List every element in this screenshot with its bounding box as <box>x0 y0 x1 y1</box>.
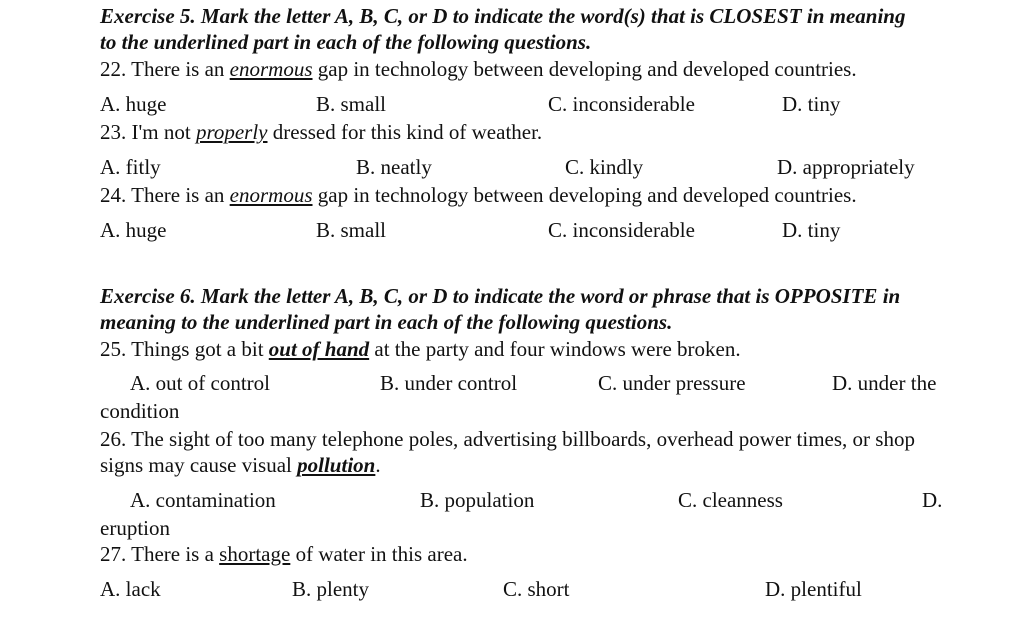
question-22 <box>100 56 857 82</box>
q22-option-d: D. tiny <box>782 92 841 116</box>
q25-option-a: A. out of control <box>130 371 270 395</box>
question-26-keyword: pollution <box>297 453 376 477</box>
question-27-keyword: shortage <box>219 542 291 566</box>
question-26-line1: 26. The sight of too many telephone poles, advertising billboards, overhead power times, or shop <box>100 427 915 451</box>
q27-option-d: D. plentiful <box>765 577 862 601</box>
q24-option-b: B. small <box>316 218 387 242</box>
q26-option-c: C. cleanness <box>678 488 783 512</box>
question-26-pre: signs may cause visual <box>100 453 298 477</box>
q22-option-a: A. huge <box>100 92 167 116</box>
q22-option-b: B. small <box>316 92 387 116</box>
q27-option-c: C. short <box>503 577 570 601</box>
q24-option-a: A. huge <box>100 218 167 242</box>
question-25-pre: 25. Things got a bit <box>100 337 269 361</box>
question-27-post: of water in this area. <box>290 542 468 566</box>
question-26-post: . <box>375 453 381 477</box>
question-24 <box>100 182 857 208</box>
q25-option-d: D. under the <box>832 371 937 395</box>
q26-option-d: D. <box>922 488 943 512</box>
question-24-pre: 24. There is an <box>100 183 230 207</box>
question-22-keyword: enormous <box>229 57 313 81</box>
question-23-keyword: properly <box>195 120 268 144</box>
question-26-line2 <box>100 452 381 478</box>
q23-option-a: A. fitly <box>100 155 161 179</box>
q22-option-c: C. inconsiderable <box>548 92 695 116</box>
q24-option-d: D. tiny <box>782 218 841 242</box>
q23-option-c: C. kindly <box>565 155 644 179</box>
question-23 <box>100 119 542 145</box>
q25-option-c: C. under pressure <box>598 371 746 395</box>
q26-option-a: A. contamination <box>130 488 276 512</box>
q26-option-b: B. population <box>420 488 535 512</box>
q25-option-b: B. under control <box>380 371 518 395</box>
question-25-keyword: out of hand <box>268 337 370 361</box>
exercise5-title-line1: Exercise 5. Mark the letter A, B, C, or D to indicate the word(s) that is CLOSEST in meaning <box>100 4 906 28</box>
exercise6-title-line1: Exercise 6. Mark the letter A, B, C, or D to indicate the word or phrase that is OPPOSITE in <box>100 284 901 308</box>
exercise6-title-line2: meaning to the underlined part in each of the following questions. <box>100 310 673 334</box>
exercise5-title-line2: to the underlined part in each of the following questions. <box>100 30 592 54</box>
q23-option-b: B. neatly <box>356 155 432 179</box>
question-25 <box>100 336 741 362</box>
question-23-post: dressed for this kind of weather. <box>267 120 543 144</box>
question-22-post: gap in technology between developing and developed countries. <box>312 57 857 81</box>
question-22-pre: 22. There is an <box>100 57 230 81</box>
q27-option-b: B. plenty <box>292 577 369 601</box>
q24-option-c: C. inconsiderable <box>548 218 695 242</box>
q25-option-d-wrap: condition <box>100 399 180 423</box>
question-24-keyword: enormous <box>229 183 313 207</box>
question-27 <box>100 541 468 567</box>
question-24-post: gap in technology between developing and developed countries. <box>312 183 857 207</box>
q23-option-d: D. appropriately <box>777 155 915 179</box>
q27-option-a: A. lack <box>100 577 161 601</box>
question-25-post: at the party and four windows were broken. <box>369 337 741 361</box>
question-27-pre: 27. There is a <box>100 542 220 566</box>
q26-option-d-wrap: eruption <box>100 516 170 540</box>
question-23-pre: 23. I'm not <box>100 120 196 144</box>
